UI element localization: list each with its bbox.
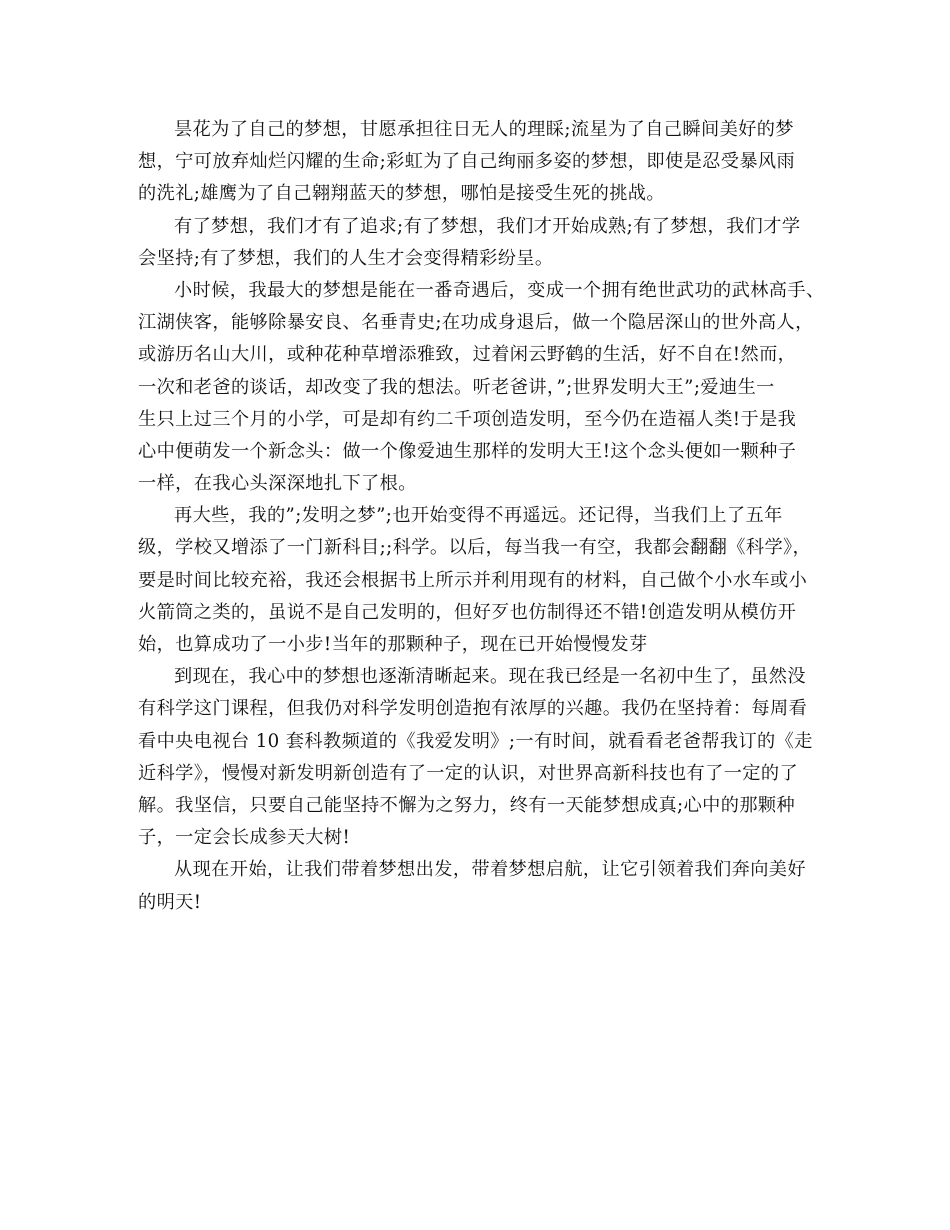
paragraph-1 bbox=[138, 114, 828, 211]
text-line: 一次和老爸的谈话，却改变了我的想法。听老爸讲，”;世界发明大王”;爱迪生一 bbox=[138, 376, 775, 398]
text-line: 心中便萌发一个新念头：做一个像爱迪生那样的发明大王!这个念头便如一颗种子 bbox=[138, 440, 797, 462]
paragraph-6 bbox=[138, 854, 828, 918]
text-line: 会坚持;有了梦想，我们的人生才会变得精彩纷呈。 bbox=[138, 247, 554, 269]
text-line: 从现在开始，让我们带着梦想出发，带着梦想启航，让它引领着我们奔向美好 bbox=[174, 859, 806, 881]
paragraph-4 bbox=[138, 500, 828, 661]
text-line: 近科学》，慢慢对新发明新创造有了一定的认识，对世界高新科技也有了一定的了 bbox=[138, 762, 799, 784]
text-line: 或游历名山大川，或种花种草增添雅致，过着闲云野鹤的生活，好不自在!然而， bbox=[138, 344, 797, 366]
text-line: 火箭筒之类的，虽说不是自己发明的，但好歹也仿制得还不错!创造发明从模仿开 bbox=[138, 601, 797, 623]
text-line: 子，一定会长成参天大树! bbox=[138, 827, 351, 849]
text-line: 看中央电视台 10 套科教频道的《我爱发明》;一有时间，就看看老爸帮我订的《走 bbox=[138, 730, 813, 752]
text-line: 的洗礼;雄鹰为了自己翱翔蓝天的梦想，哪怕是接受生死的挑战。 bbox=[138, 183, 665, 205]
text-line: 到现在，我心中的梦想也逐渐清晰起来。现在我已经是一名初中生了，虽然没 bbox=[174, 666, 806, 688]
text-line: 始，也算成功了一小步!当年的那颗种子，现在已开始慢慢发芽 bbox=[138, 634, 648, 655]
paragraph-3 bbox=[138, 275, 828, 500]
text-line: 小时候，我最大的梦想是能在一番奇遇后，变成一个拥有绝世武功的武林高手、 bbox=[174, 279, 825, 301]
text-line: 有了梦想，我们才有了追求;有了梦想，我们才开始成熟;有了梦想，我们才学 bbox=[174, 215, 801, 237]
text-line: 的明天! bbox=[138, 891, 202, 913]
text-line: 想，宁可放弃灿烂闪耀的生命;彩虹为了自己绚丽多姿的梦想，即使是忍受暴风雨 bbox=[138, 151, 796, 173]
text-line: 解。我坚信，只要自己能坚持不懈为之努力，终有一天能梦想成真;心中的那颗种 bbox=[138, 794, 796, 816]
text-line: 级，学校又增添了一门新科目;;科学。以后，每当我一有空，我都会翻翻《科学》， bbox=[138, 537, 812, 559]
text-line: 江湖侠客，能够除暴安良、名垂青史;在功成身退后，做一个隐居深山的世外高人， bbox=[138, 312, 814, 334]
text-line: 要是时间比较充裕，我还会根据书上所示并利用现有的材料，自己做个小水车或小 bbox=[138, 569, 808, 591]
text-line: 有科学这门课程，但我仍对科学发明创造抱有浓厚的兴趣。我仍在坚持着：每周看 bbox=[138, 698, 808, 720]
text-line: 再大些，我的”;发明之梦”;也开始变得不再遥远。还记得，当我们上了五年 bbox=[174, 505, 783, 527]
paragraph-2 bbox=[138, 211, 828, 275]
text-line: 一样，在我心头深深地扎下了根。 bbox=[138, 473, 417, 495]
paragraph-5 bbox=[138, 661, 828, 854]
text-line: 昙花为了自己的梦想，甘愿承担往日无人的理睬;流星为了自己瞬间美好的梦 bbox=[174, 119, 794, 140]
text-line: 生只上过三个月的小学，可是却有约二千项创造发明，至今仍在造福人类!于是我 bbox=[138, 408, 797, 430]
essay-body bbox=[138, 114, 828, 919]
